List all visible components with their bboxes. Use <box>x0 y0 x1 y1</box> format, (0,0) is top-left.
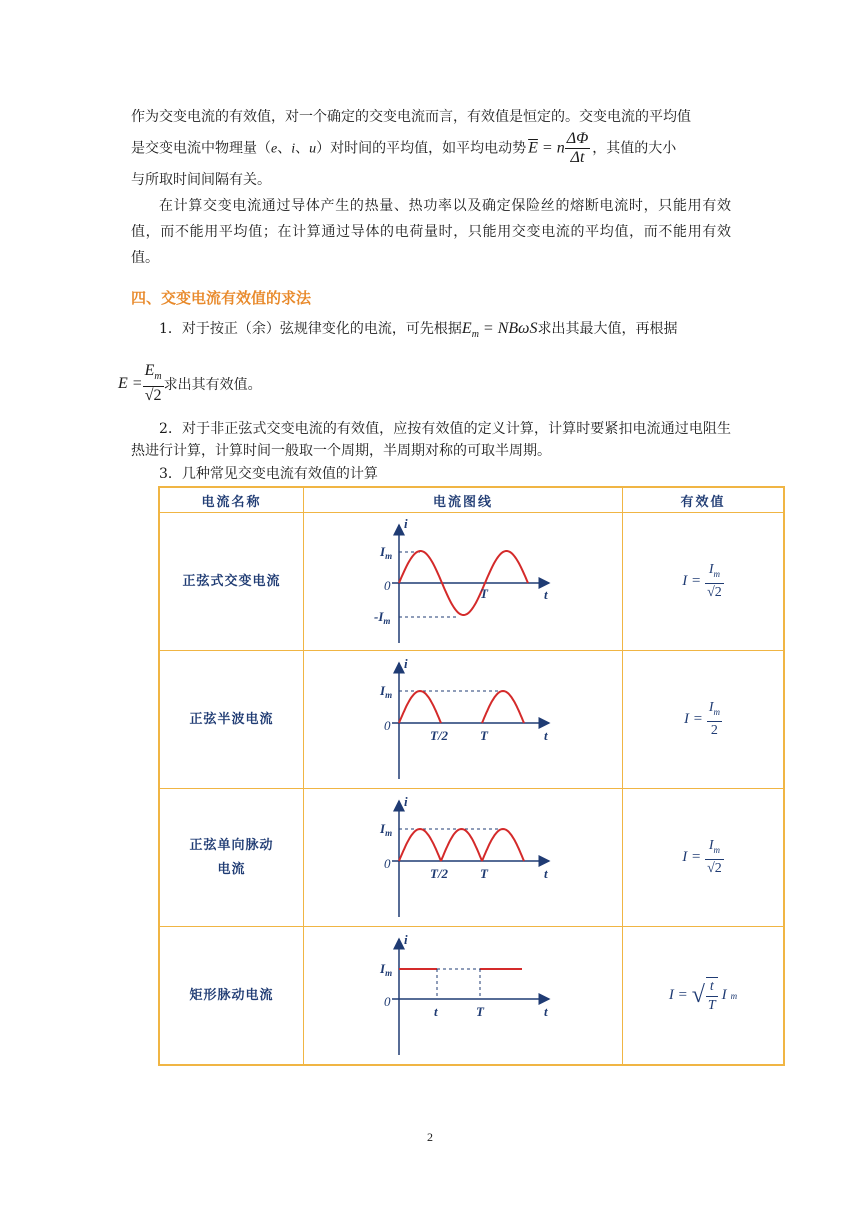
graph-half-wave <box>304 651 623 789</box>
symbol-i: i <box>291 141 296 157</box>
half-period-label: T/2 <box>430 866 449 881</box>
text-line: 与所取时间间隔有关。 <box>131 172 271 188</box>
graph-rectangular <box>304 927 623 1066</box>
value-lhs: I = <box>682 572 702 589</box>
page-number: 2 <box>427 1130 433 1144</box>
y-label: i <box>404 794 408 809</box>
text-line: ）对时间的平均值，如平均电动势 <box>316 140 527 157</box>
table-row <box>159 789 784 927</box>
full-wave-graph-svg <box>304 789 622 926</box>
t-label: t <box>434 1004 438 1019</box>
table-row <box>159 927 784 1066</box>
value-lhs: I = <box>683 710 703 727</box>
row-name <box>159 789 304 927</box>
value-num: I <box>708 838 714 854</box>
table-row <box>159 513 784 651</box>
text-line: 是交变电流中物理量（ <box>131 140 271 157</box>
header-graph: 电流图线 <box>304 487 623 513</box>
text-line: 作为交变电流的有效值，对一个确定的交变电流而言，有效值是恒定的。交变电流的平均值 <box>131 109 691 125</box>
value-den: √2 <box>707 584 722 600</box>
row-value <box>623 927 785 1066</box>
formula-e-lhs: E = <box>118 374 143 392</box>
value-lhs: I = <box>682 848 702 865</box>
x-label: t <box>544 728 548 743</box>
value-sub: m <box>713 706 721 717</box>
item-2: 2．对于非正弦式交变电流的有效值，应按有效值的定义计算，计算时要紧扣电流通过电阻生热进行计算，计算时间一般取一个周期，半周期对称的可取半周期。 <box>131 421 731 459</box>
full-wave-curve <box>399 829 524 861</box>
formula-e-fraction <box>143 362 164 405</box>
formula-fraction <box>565 130 591 167</box>
fraction-numerator: ΔΦ <box>566 130 589 147</box>
row-name: 正弦式交变电流 <box>159 513 304 651</box>
text-line: 1．对于按正（余）弦规律变化的电流，可先根据 <box>159 321 462 337</box>
im-label: $I_m$ <box>380 683 393 700</box>
im-label: $I_m$ <box>380 961 393 978</box>
origin-label: 0 <box>384 994 391 1009</box>
half-period-label: T/2 <box>430 728 449 743</box>
row-name: 矩形脉动电流 <box>159 927 304 1066</box>
period-label: T <box>480 866 488 881</box>
value-den: 2 <box>710 722 718 738</box>
formula-average-emf <box>528 130 590 167</box>
period-label: T <box>480 728 488 743</box>
table-row <box>159 651 784 789</box>
text-sep: 、 <box>277 140 292 157</box>
x-label: t <box>544 587 548 602</box>
text-sep: 、 <box>295 140 310 157</box>
item-3: 3．几种常见交变电流有效值的计算 <box>159 466 378 482</box>
text-line: 求出其最大值，再根据 <box>537 321 678 337</box>
y-label: i <box>404 656 408 671</box>
im-label: $I_m$ <box>380 544 393 561</box>
x-label: t <box>544 866 548 881</box>
section-heading: 四、交变电流有效值的求法 <box>131 289 312 307</box>
fraction-denominator: √2 <box>144 387 162 405</box>
paragraph-rms-definition <box>131 104 731 193</box>
half-wave-curve <box>399 691 524 723</box>
row-value <box>623 789 785 927</box>
rect-graph-svg <box>304 927 622 1064</box>
formula-emax <box>461 320 538 341</box>
y-label: i <box>404 932 408 947</box>
value-formula <box>684 699 722 740</box>
formula-sub: m <box>471 329 479 341</box>
value-sub: m <box>713 568 721 579</box>
formula-lhs: $\overline{E}$ <box>528 139 538 157</box>
value-den: √2 <box>707 860 722 876</box>
row-value <box>623 513 785 651</box>
value-tail: I <box>721 987 727 1003</box>
sqrt-icon: √ <box>691 982 705 1008</box>
fraction-denominator: Δt <box>570 149 585 166</box>
value-num: t <box>706 978 718 997</box>
value-formula <box>682 561 724 602</box>
item-1-line1 <box>131 316 731 348</box>
value-sub: m <box>713 844 721 855</box>
symbol-e: e <box>271 141 278 157</box>
value-formula <box>669 977 737 1015</box>
formula-eq: = n <box>537 139 565 157</box>
origin-label: 0 <box>384 718 391 733</box>
period-label: T <box>476 1004 484 1019</box>
value-tail-sub: m <box>730 990 738 1001</box>
fraction-sub: m <box>154 371 162 383</box>
period-label: T <box>480 586 488 601</box>
fraction-numerator: E <box>144 362 155 379</box>
graph-sine <box>304 513 623 651</box>
row-name: 正弦半波电流 <box>159 651 304 789</box>
half-wave-graph-svg <box>304 651 622 788</box>
formula-rhs: = NBωS <box>478 320 538 337</box>
formula-lhs: E <box>461 320 472 337</box>
negim-label: $-I_m$ <box>374 609 391 626</box>
header-name: 电流名称 <box>159 487 304 513</box>
row-value <box>623 651 785 789</box>
graph-full-wave <box>304 789 623 927</box>
header-value: 有效值 <box>623 487 785 513</box>
text-line: 求出其有效值。 <box>163 376 262 393</box>
x-label: t <box>544 1004 548 1019</box>
y-label: i <box>404 516 408 531</box>
sine-graph-svg <box>304 513 622 650</box>
value-formula <box>682 837 724 878</box>
value-num: I <box>708 562 714 578</box>
value-num: I <box>708 700 714 716</box>
im-label: $I_m$ <box>380 821 393 838</box>
row-name-line2: 电流 <box>217 861 246 877</box>
item-1-line2 <box>118 362 262 405</box>
value-lhs: I = <box>668 987 688 1003</box>
text-line: ，其值的大小 <box>592 140 677 157</box>
symbol-u: u <box>309 141 317 157</box>
origin-label: 0 <box>384 578 391 593</box>
paragraph-usage: 在计算交变电流通过导体产生的热量、热功率以及确定保险丝的熔断电流时，只能用有效值，而不能用平均值；在计算通过导体的电荷量时，只能用交变电流的平均值，而不能用有效值。 <box>131 198 731 266</box>
rms-table <box>158 486 785 1066</box>
value-den: T <box>707 997 716 1013</box>
origin-label: 0 <box>384 856 391 871</box>
table-header-row <box>159 487 784 513</box>
row-name-line1: 正弦单向脉动 <box>189 837 274 853</box>
